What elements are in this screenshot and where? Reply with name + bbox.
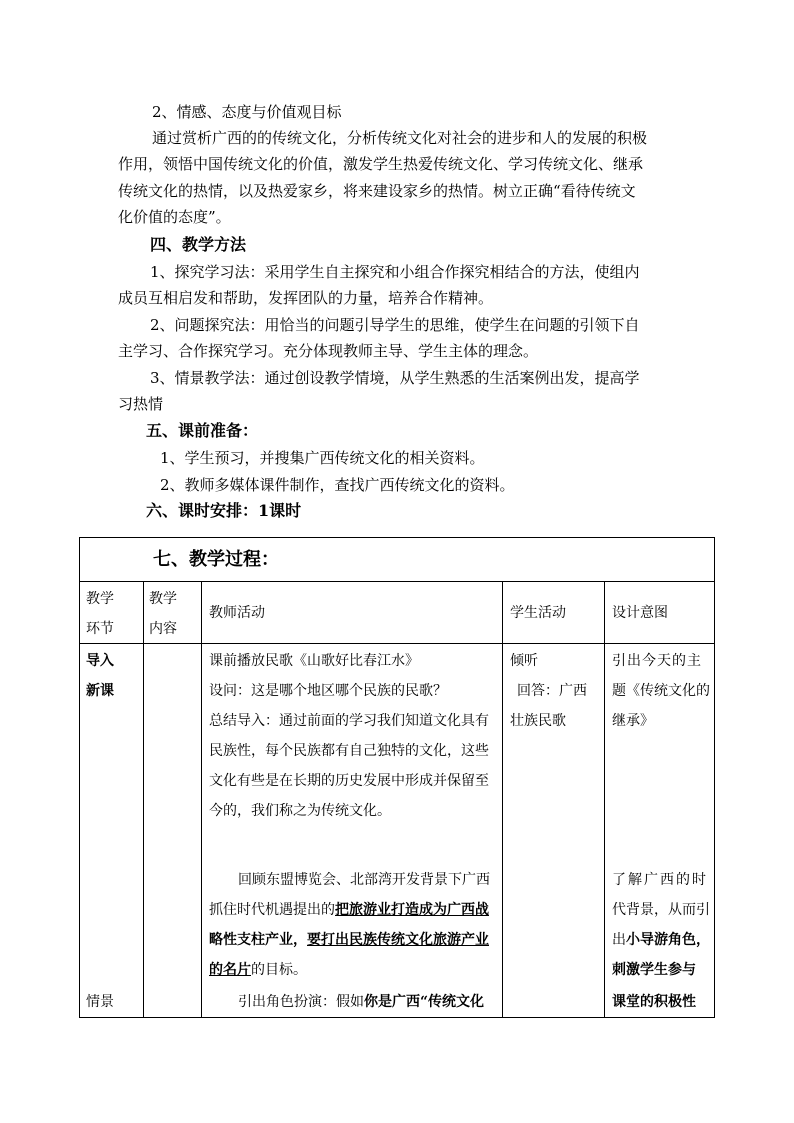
header-phase-2: 环节 bbox=[86, 621, 114, 637]
teacher-line-1: 课前播放民歌《山歌好比春江水》 bbox=[209, 653, 419, 669]
intent2-line-2: 代背景，从而引 bbox=[612, 902, 710, 918]
intent-line-3: 继承》 bbox=[612, 713, 654, 729]
intent2-line-5: 课堂的积极性 bbox=[612, 994, 696, 1010]
teacher-line-3: 总结导入：通过前面的学习我们知道文化具有 bbox=[209, 713, 489, 729]
header-content-2: 内容 bbox=[149, 621, 177, 637]
intent2-line-1: 了解广西的时 bbox=[612, 872, 708, 888]
goal2-line-1: 通过赏析广西的的传统文化，分析传统文化对社会的进步和人的发展的积极 bbox=[152, 129, 648, 147]
teacher-line-5: 文化有些是在长期的历史发展中形成并保留至 bbox=[209, 773, 489, 789]
teacher-p2-line-1: 回顾东盟博览会、北部湾开发背景下广西 bbox=[238, 872, 490, 888]
goal2-line-3: 传统文化的热情，以及热爱家乡，将来建设家乡的热情。树立正确“看待传统文 bbox=[118, 182, 636, 200]
intent-line-1: 引出今天的主 bbox=[612, 653, 702, 669]
section6-heading: 六、课时安排：1课时 bbox=[146, 501, 302, 520]
teacher-line-4: 民族性，每个民族都有自己独特的文化，这些 bbox=[209, 743, 489, 759]
header-design-intent: 设计意图 bbox=[612, 605, 668, 621]
goal2-line-2: 作用，领悟中国传统文化的价值，激发学生热爱传统文化、学习传统文化、继承 bbox=[118, 155, 644, 173]
sec4-line-1: 1、探究学习法：采用学生自主探究和小组合作探究相结合的方法，使组内 bbox=[150, 263, 640, 281]
sec4-line-6: 习热情 bbox=[118, 395, 164, 413]
sec5-line-1: 1、学生预习，并搜集广西传统文化的相关资料。 bbox=[160, 449, 485, 467]
sec5-line-2: 2、教师多媒体课件制作，查找广西传统文化的资料。 bbox=[160, 476, 515, 494]
teacher-p2-line-4: 的名片的目标。 bbox=[209, 962, 307, 978]
teacher-p3-line-1: 引出角色扮演：假如你是广西“传统文化 bbox=[238, 994, 485, 1010]
goal2-line-4: 化价值的态度”。 bbox=[118, 208, 231, 226]
sec4-line-3: 2、问题探究法：用恰当的问题引导学生的思维，使学生在问题的引领下自 bbox=[150, 316, 640, 334]
teaching-process-table bbox=[79, 537, 715, 1018]
section4-heading: 四、教学方法 bbox=[150, 235, 247, 254]
sec4-line-2: 成员互相启发和帮助，发挥团队的力量，培养合作精神。 bbox=[118, 289, 494, 307]
phase-label-1: 导入 bbox=[86, 653, 114, 669]
header-teacher-activity: 教师活动 bbox=[209, 605, 265, 621]
intent-line-2: 题《传统文化的 bbox=[612, 683, 710, 699]
teacher-line-2: 设问：这是哪个地区哪个民族的民歌？ bbox=[209, 683, 447, 699]
intent2-line-3: 出小导游角色， bbox=[612, 932, 710, 948]
teacher-line-6: 今的，我们称之为传统文化。 bbox=[209, 803, 391, 819]
student-line-2: 回答：广西 bbox=[517, 683, 587, 699]
student-line-1: 倾听 bbox=[510, 653, 538, 669]
teacher-p2-line-3: 略性支柱产业，要打出民族传统文化旅游产业 bbox=[209, 932, 489, 948]
table-title: 七、教学过程： bbox=[153, 549, 279, 570]
sec4-line-4: 主学习、合作探究学习。充分体现教师主导、学生主体的理念。 bbox=[118, 342, 539, 360]
sec4-line-5: 3、情景教学法：通过创设教学情境，从学生熟悉的生活案例出发，提高学 bbox=[150, 369, 640, 387]
header-content-1: 教学 bbox=[149, 591, 177, 607]
header-student-activity: 学生活动 bbox=[510, 605, 566, 621]
section5-heading: 五、课前准备： bbox=[146, 421, 259, 440]
intent2-line-4: 刺激学生参与 bbox=[612, 962, 696, 978]
teacher-p2-line-2: 抓住时代机遇提出的把旅游业打造成为广西战 bbox=[209, 902, 489, 918]
header-phase-1: 教学 bbox=[86, 591, 114, 607]
phase-label-2: 新课 bbox=[86, 683, 114, 699]
student-line-3: 壮族民歌 bbox=[510, 713, 566, 729]
phase-label-3: 情景 bbox=[86, 994, 114, 1010]
goal2-heading: 2、情感、态度与价值观目标 bbox=[152, 103, 342, 121]
